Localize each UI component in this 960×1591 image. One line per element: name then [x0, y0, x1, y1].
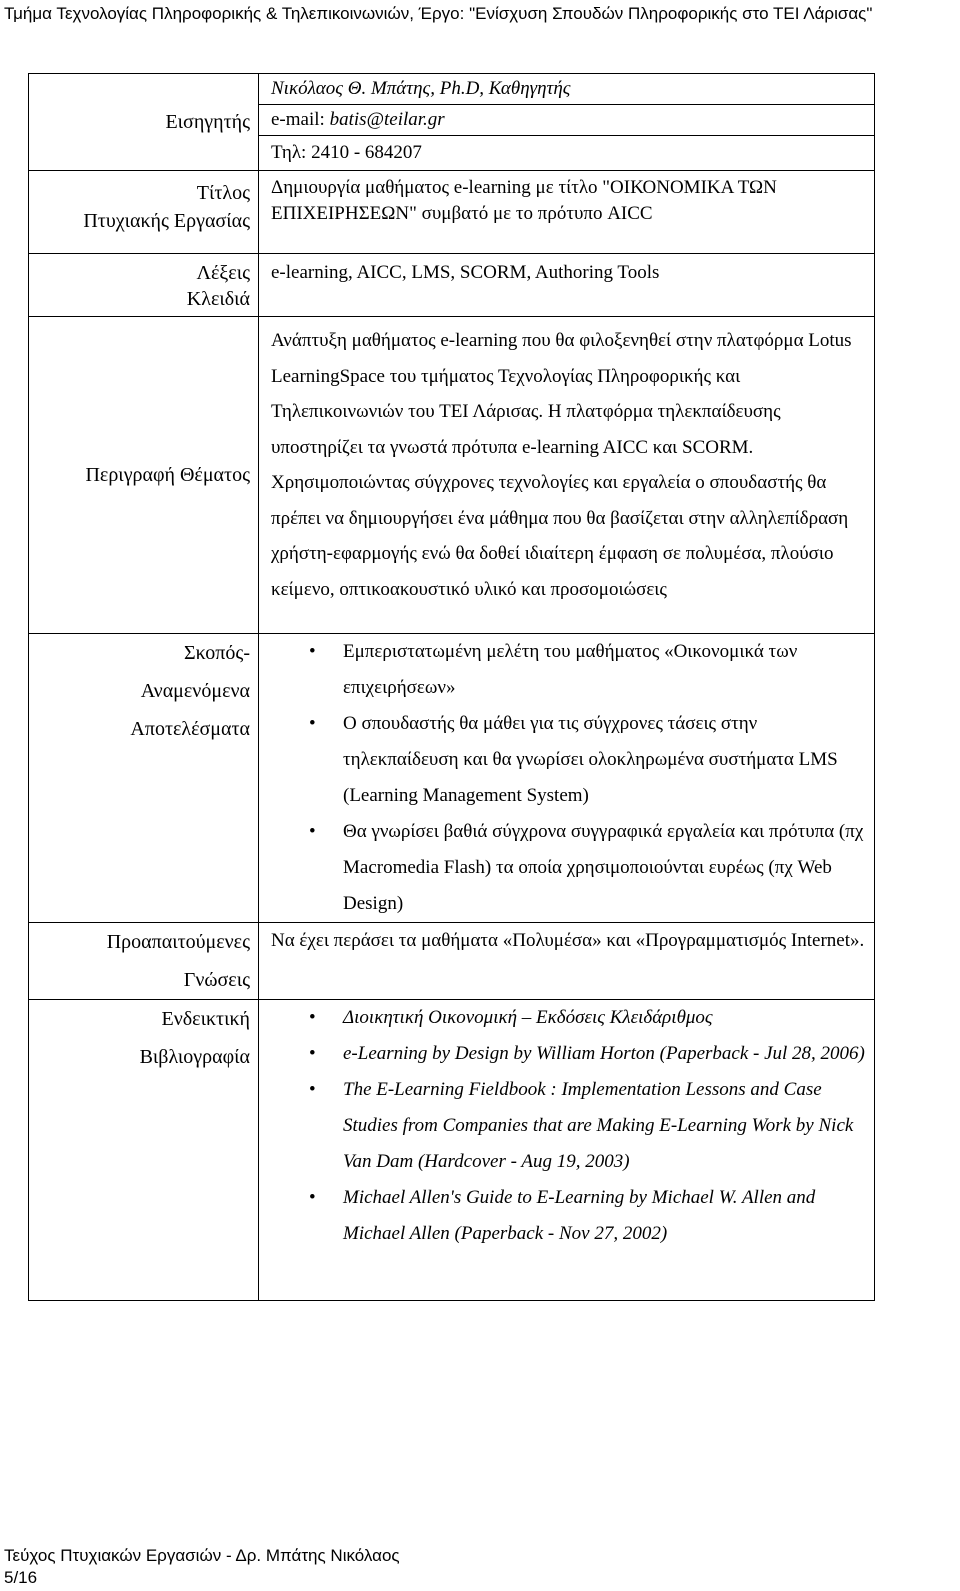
instructor-phone: Τηλ: 2410 - 684207: [259, 136, 875, 171]
bibliography-item: [309, 1072, 866, 1180]
bullet-icon: •: [309, 1079, 316, 1100]
goal-item: [309, 814, 866, 922]
row-title: [29, 171, 875, 254]
bibliography-label-1: Ενδεικτική: [161, 1008, 250, 1030]
title-label-2: Πτυχιακής Εργασίας: [83, 210, 250, 232]
instructor-name: Νικόλαος Θ. Μπάτης, Ph.D, Καθηγητής: [259, 74, 875, 105]
goals-label-1: Σκοπός-: [184, 642, 250, 664]
goal-item: [309, 706, 866, 814]
page-footer: Τεύχος Πτυχιακών Εργασιών - Δρ. Μπάτης Νικόλαος: [4, 1546, 400, 1565]
thesis-info-table: [28, 73, 875, 1301]
bibliography-item: [309, 1180, 866, 1252]
goal-text: Ο σπουδαστής θα μάθει για τις σύγχρονες τάσεις στην τηλεκπαίδευση και θα γνωρίσει ολοκληρωμένα συστήματα LMS (Learning Management System): [343, 713, 838, 806]
goals-value: [259, 634, 875, 923]
email-prefix: e-mail:: [271, 109, 330, 130]
bibliography-text: The E-Learning Fieldbook : Implementation Lessons and Case Studies from Companies that are Making E-Learning Work by Nick Van Dam (Hardcover - Aug 19, 2003): [343, 1079, 854, 1172]
bibliography-text: Michael Allen's Guide to E-Learning by Michael W. Allen and Michael Allen (Paperback - Nov 27, 2002): [343, 1187, 816, 1244]
goals-label-2: Αναμενόμενα: [140, 680, 250, 702]
bullet-icon: •: [309, 641, 316, 662]
bullet-icon: •: [309, 1007, 316, 1028]
page-header: Τμήμα Τεχνολογίας Πληροφορικής & Τηλεπικοινωνιών, Έργο: "Ενίσχυση Σπουδών Πληροφορικής στο ΤΕΙ Λάρισας": [4, 4, 873, 23]
goals-list: [271, 634, 866, 922]
keywords-label-1: Λέξεις: [196, 262, 250, 284]
bibliography-value: [259, 1000, 875, 1301]
page-number: 5/16: [4, 1568, 38, 1587]
bullet-icon: •: [309, 713, 316, 734]
prereq-label: [29, 923, 259, 1000]
row-prereq: [29, 923, 875, 1000]
goal-text: Θα γνωρίσει βαθιά σύγχρονα συγγραφικά εργαλεία και πρότυπα (πχ Macromedia Flash) τα οποία χρησιμοποιούνται ευρέως (πχ Web Design): [343, 821, 864, 914]
bibliography-text: e-Learning by Design by William Horton (Paperback - Jul 28, 2006): [343, 1043, 865, 1064]
email-link[interactable]: batis@teilar.gr: [329, 109, 445, 130]
description-value: Ανάπτυξη μαθήματος e-learning που θα φιλοξενηθεί στην πλατφόρμα Lotus LearningSpace του τμήματος Τεχνολογίας Πληροφορικής και Τηλεπικοινωνιών του ΤΕΙ Λάρισας. Η πλατφόρμα τηλεκπαίδευσης υποστηρίζει τα γνωστά πρότυπα e-learning AICC και SCORM. Χρησιμοποιώντας σύγχρονες τεχνολογίες και εργαλεία ο σπουδαστής θα πρέπει να δημιουργήσει ένα μάθημα που θα βασίζεται στην αλληλεπίδραση χρήστη-εφαρμογής ενώ θα δοθεί ιδιαίτερη έμφαση σε πολυμέσα, πλούσιο κείμενο, οπτικοακουστικό υλικό και προσομοιώσεις: [259, 317, 875, 634]
description-label: Περιγραφή Θέματος: [29, 317, 259, 634]
goals-label-3: Αποτελέσματα: [130, 718, 250, 740]
bibliography-label-2: Βιβλιογραφία: [139, 1046, 250, 1068]
bibliography-item: [309, 1000, 866, 1036]
prereq-label-2: Γνώσεις: [183, 969, 250, 991]
bullet-icon: •: [309, 821, 316, 842]
row-instructor: [29, 74, 875, 105]
row-goals: [29, 634, 875, 923]
bibliography-text: Διοικητική Οικονομική – Εκδόσεις Κλειδάριθμος: [343, 1007, 713, 1028]
keywords-label-2: Κλειδιά: [186, 288, 250, 310]
title-label: [29, 171, 259, 254]
instructor-label: Εισηγητής: [29, 74, 259, 171]
title-label-1: Τίτλος: [196, 182, 250, 204]
bullet-icon: •: [309, 1043, 316, 1064]
prereq-label-1: Προαπαιτούμενες: [106, 931, 250, 953]
row-description: [29, 317, 875, 634]
keywords-value: e-learning, AICC, LMS, SCORM, Authoring Tools: [259, 254, 875, 317]
bibliography-label: [29, 1000, 259, 1301]
instructor-email: [259, 105, 875, 136]
row-bibliography: [29, 1000, 875, 1301]
keywords-label: [29, 254, 259, 317]
goal-text: Εμπεριστατωμένη μελέτη του μαθήματος «Οικονομικά των επιχειρήσεων»: [343, 641, 798, 698]
goal-item: [309, 634, 866, 706]
bibliography-list: [271, 1000, 866, 1252]
bullet-icon: •: [309, 1187, 316, 1208]
bibliography-item: [309, 1036, 866, 1072]
prereq-value: Να έχει περάσει τα μαθήματα «Πολυμέσα» και «Προγραμματισμός Internet».: [259, 923, 875, 1000]
title-value: Δημιουργία μαθήματος e-learning με τίτλο "ΟΙΚΟΝΟΜΙΚΑ ΤΩΝ ΕΠΙΧΕΙΡΗΣΕΩΝ" συμβατό με το πρότυπο AICC: [259, 171, 875, 254]
goals-label: [29, 634, 259, 923]
row-keywords: [29, 254, 875, 317]
